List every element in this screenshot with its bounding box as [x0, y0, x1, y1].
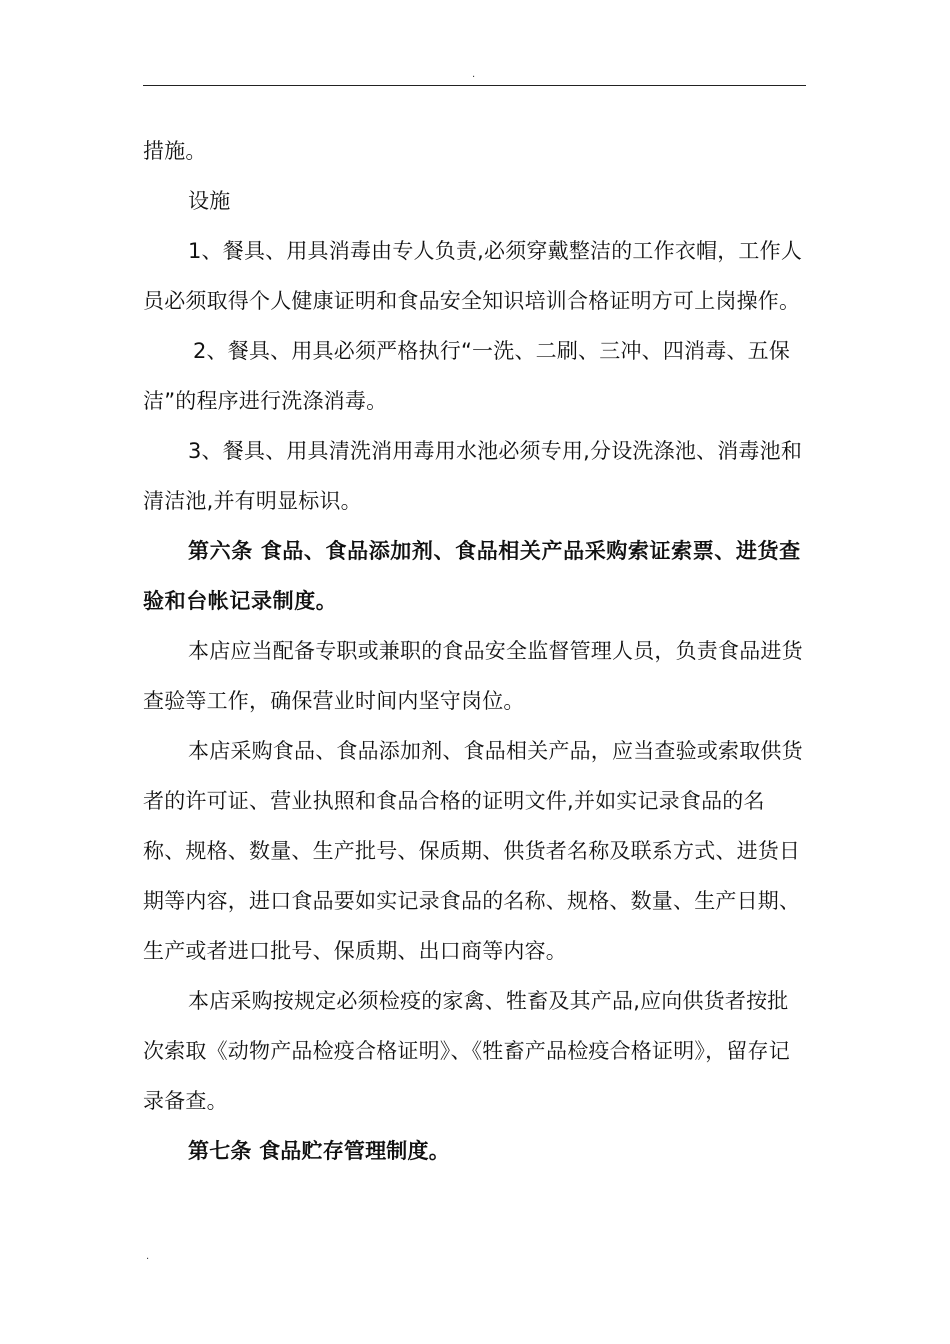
- paragraph-cuoshi: 措施。: [143, 139, 207, 163]
- article-7-heading: 第七条 食品贮存管理制度。: [188, 1139, 450, 1163]
- header-mark: .: [472, 69, 476, 80]
- paragraph-article-6-quarantine: 本店采购按规定必须检疫的家禽、牲畜及其产品,应向供货者按批次索取《动物产品检疫合格证明》、《牲畜产品检疫合格证明》，留存记录备查。: [143, 989, 790, 1113]
- paragraph-item-1: 1、餐具、用具消毒由专人负责,必须穿戴整洁的工作衣帽，工作人员必须取得个人健康证明和食品安全知识培训合格证明方可上岗操作。: [143, 239, 803, 313]
- paragraph-item-3: 3、餐具、用具清洗消用毒用水池必须专用,分设洗涤池、消毒池和清洁池,并有明显标识。: [143, 439, 803, 513]
- paragraph-article-6-staff: 本店应当配备专职或兼职的食品安全监督管理人员，负责食品进货查验等工作，确保营业时间内坚守岗位。: [143, 639, 803, 713]
- article-6-heading: 第六条 食品、食品添加剂、食品相关产品采购索证索票、进货查验和台帐记录制度。: [143, 539, 801, 613]
- header-rule: [143, 85, 806, 86]
- paragraph-article-6-procurement: 本店采购食品、食品添加剂、食品相关产品，应当查验或索取供货者的许可证、营业执照和食品合格的证明文件,并如实记录食品的名称、规格、数量、生产批号、保质期、供货者名称及联系方式、进货日期等内容，进口食品要如实记录食品的名称、规格、数量、生产日期、生产或者进口批号、保质期、出口商等内容。: [143, 739, 803, 963]
- document-body: [143, 126, 806, 1176]
- footer-mark: .: [146, 1251, 150, 1262]
- paragraph-item-2: 2、餐具、用具必须严格执行“一洗、二刷、三冲、四消毒、五保洁”的程序进行洗涤消毒。: [143, 339, 791, 413]
- paragraph-sheshi: 设施: [188, 189, 231, 213]
